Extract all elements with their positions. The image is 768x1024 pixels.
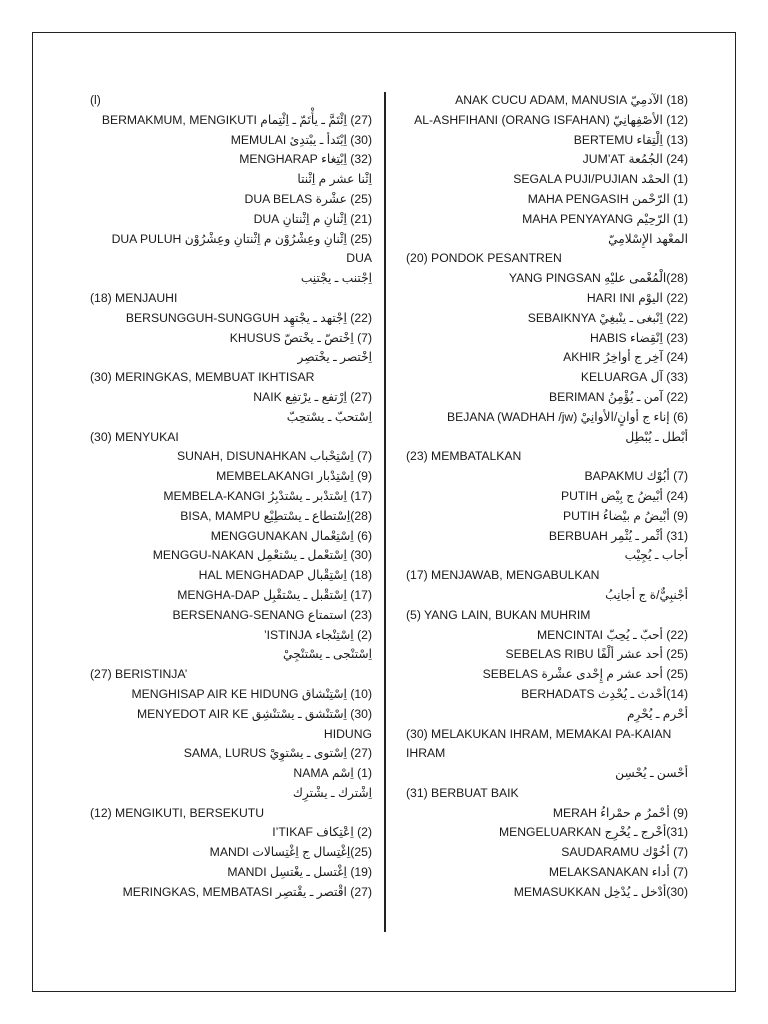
- vocab-entry: (1) الرّحْمن MAHA PENGASIH: [527, 191, 688, 206]
- vocab-entry: (18) MENJAUHI: [90, 290, 178, 305]
- vocab-entry: (30) MELAKUKAN IHRAM, MEMAKAI PA-KAIAN IHRAM: [406, 726, 672, 761]
- vocab-entry: اِثْنا عشر م اِثْنتا: [297, 172, 372, 187]
- vocab-entry: (22) أحبّ ـ يُحِبّ MENCINTAI: [536, 627, 688, 642]
- vocab-entry: (1) الحمْد SEGALA PUJI/PUJIAN: [513, 172, 688, 187]
- vocab-entry: (22) آمن ـ يُؤْمِنُ BERIMAN: [548, 389, 688, 404]
- vocab-entry: (32) اِبْتِغاء MENGHARAP: [239, 152, 372, 167]
- vocab-entry: (28)الْمُغْمى عليْهِ YANG PINGSAN: [508, 271, 688, 286]
- vocab-entry: (30) اِبْتَدأ ـ يبْتدِئ MEMULAI: [230, 132, 372, 147]
- vocab-entry: (7) اِسْتِحْباب SUNAH, DISUNAHKAN: [176, 449, 372, 464]
- vocab-entry: (6) إناء ج أوانٍ/الأوانِيْ BEJANA (WADHAH /jw): [447, 409, 688, 424]
- vocab-entry: المعْهد الإِسْلامِيّ: [608, 231, 688, 246]
- vocab-entry: (30)أدْخل ـ يُدْخِل MEMASUKKAN: [513, 884, 688, 899]
- vocab-entry: (17) اِسْتدْبر ـ يسْتدْبِرُ MEMBELA-KANGI: [163, 488, 372, 503]
- vocab-entry: (17) MENJAWAB, MENGABULKAN: [406, 568, 600, 583]
- vocab-entry: (12) الأصْفِهانِيّ AL-ASHFIHANI (ORANG ISFAHAN): [414, 112, 688, 127]
- vocab-entry: (13) اِلْتِقاء BERTEMU: [573, 132, 688, 147]
- vocab-entry: (24) أبْيضُ ج بِيْض PUTIH: [560, 488, 688, 503]
- vocab-entry: (17) اِسْتقْبل ـ يسْتقْبِل MENGHA-DAP: [177, 587, 372, 602]
- vocab-entry: (5) YANG LAIN, BUKAN MUHRIM: [406, 607, 591, 622]
- vocab-entry: اِخْتصر ـ يخْتصِر: [297, 350, 372, 365]
- vocab-entry: (2) اِسْتِنْجاء ISTINJA’: [263, 627, 372, 642]
- vocab-entry: (1) اِسْم NAMA: [293, 766, 372, 781]
- vocab-entry: أبْطل ـ يُبْطِل: [625, 429, 688, 444]
- vocab-entry: (19) اِغْتسل ـ يغْتسِل MANDI: [227, 865, 372, 880]
- vocab-entry: (7) أداء MELAKSANAKAN: [548, 865, 688, 880]
- left-column: [90, 91, 372, 903]
- vocab-entry: (l): [90, 93, 101, 107]
- vocab-entry: (9) أبْيضُ م بيْضاءُ PUTIH: [562, 508, 688, 523]
- vocab-entry: (22) اِجْتهد ـ يجْتهِد BERSUNGGUH-SUNGGUH: [125, 310, 372, 325]
- vocab-entry: (14)أحْدث ـ يُحْدِث BERHADATS: [521, 686, 688, 701]
- vocab-entry: اِسْتحبّ ـ يسْتحِبّ: [286, 409, 372, 424]
- vocab-entry: (31)أخْرج ـ يُخْرِج MENGELUARKAN: [498, 825, 688, 840]
- vocab-entry: (30) MERINGKAS, MEMBUAT IKHTISAR: [90, 370, 315, 385]
- vocab-entry: (25) اِثْنانِ وعِشْرُوْن م اِثْنتانِ وعِشْرُوْن DUA PULUH DUA: [111, 231, 372, 266]
- vocab-entry: (30) اِسْتنْشق ـ يسْتنْشِق MENYEDOT AIR KE HIDUNG: [137, 706, 372, 741]
- vocab-entry: (25) أحد عشر م إِحْدى عشْرة SEBELAS: [482, 667, 688, 682]
- vocab-entry: (24) الجُمُعة JUM’AT: [582, 152, 688, 167]
- vocab-entry: (30) اِسْتعْمل ـ يسْتعْمِل MENGGU-NAKAN: [152, 548, 372, 563]
- vocab-entry: (7) اِخْتصّ ـ يخْتصّ KHUSUS: [229, 330, 372, 345]
- vocab-entry: أجاب ـ يُجِيْب: [624, 548, 688, 563]
- vocab-entry: (27) اِسْتوى ـ يسْتوِيْ SAMA, LURUS: [183, 746, 372, 761]
- vocab-entry: (9) أحْمرُ م حمْراءُ MERAH: [552, 805, 688, 820]
- vocab-entry: أجْنبِيٌّ/ة ج أجانِبُ: [605, 587, 688, 602]
- column-divider: [384, 92, 386, 932]
- vocab-entry: (18) الآدمِيّ ANAK CUCU ADAM, MANUSIA: [455, 93, 688, 107]
- right-column: [406, 91, 688, 903]
- vocab-entry: اِسْتنْجى ـ يسْتنْجِيْ: [283, 647, 372, 662]
- vocab-entry: (33) آل KELUARGA: [580, 370, 688, 385]
- vocab-entry: اِجْتنب ـ يجْتنِب: [300, 271, 372, 286]
- vocab-entry: (22) اِنْبغى ـ ينْبغِيْ SEBAIKNYA: [527, 310, 688, 325]
- vocab-entry: (24) آخِر ج أواخِرُ AKHIR: [563, 350, 688, 365]
- vocab-entry: (22) اليوْم HARI INI: [586, 290, 688, 305]
- vocab-entry: (20) PONDOK PESANTREN: [406, 251, 562, 266]
- vocab-entry: (7) أخُوْك SAUDARAMU: [561, 845, 688, 860]
- vocab-entry: (31) أثْمر ـ يُثْمِر BERBUAH: [548, 528, 688, 543]
- vocab-entry: (12) MENGIKUTI, BERSEKUTU: [90, 805, 265, 820]
- vocab-entry: (9) اِسْتِدْبار MEMBELAKANGI: [216, 469, 372, 484]
- vocab-entry: (27) اِرْتفع ـ يرْتفِع NAIK: [253, 389, 372, 404]
- vocab-entry: (30) MENYUKAI: [90, 429, 179, 444]
- vocab-entry: (25) عشْرة DUA BELAS: [244, 191, 372, 206]
- vocab-entry: (28)اِسْتطاع ـ يسْتطِيْع BISA, MAMPU: [180, 508, 372, 523]
- vocab-entry: (31) BERBUAT BAIK: [406, 785, 519, 800]
- vocab-entry: (27) BERISTINJA’: [90, 667, 188, 682]
- vocab-entry: أحْرم ـ يُحْرِم: [626, 706, 688, 721]
- vocab-entry: (21) اِثْنانِ م اِثْنتانِ DUA: [253, 211, 372, 226]
- vocab-entry: (25)اِغْتِسال ج اِغْتِسالات MANDI: [209, 845, 372, 860]
- vocab-entry: (1) الرّحِيْم MAHA PENYAYANG: [522, 211, 688, 226]
- vocab-entry: اِشْترك ـ يشْترِك: [292, 785, 372, 800]
- vocab-entry: أحْسن ـ يُحْسِن: [615, 766, 688, 781]
- vocab-entry: (18) اِسْتِقْبال HAL MENGHADAP: [198, 568, 372, 583]
- vocab-entry: (25) أحد عشر ألْفًا SEBELAS RIBU: [505, 647, 688, 662]
- vocab-entry: (23) اِنْقِضاء HABIS: [590, 330, 688, 345]
- vocab-entry: (6) اِسْتِعْمال MENGGUNAKAN: [210, 528, 372, 543]
- vocab-entry: (7) أبُوْك BAPAKMU: [584, 469, 688, 484]
- vocab-entry: (23) MEMBATALKAN: [406, 449, 522, 464]
- vocab-entry: (23) استمتاع BERSENANG-SENANG: [172, 607, 372, 622]
- vocab-entry: (27) اقْتصر ـ يقْتصِر MERINGKAS, MEMBATASI: [122, 884, 372, 899]
- vocab-entry: (2) اِعْتِكاف I’TIKAF: [272, 825, 372, 840]
- vocab-entry: (27) اِئْتَمَّ ـ يأْتَمّ ـ اِئْتِمام BERMAKMUM, MENGIKUTI: [101, 112, 372, 127]
- vocab-entry: (10) اِسْتِنْشاق MENGHISAP AIR KE HIDUNG: [131, 686, 372, 701]
